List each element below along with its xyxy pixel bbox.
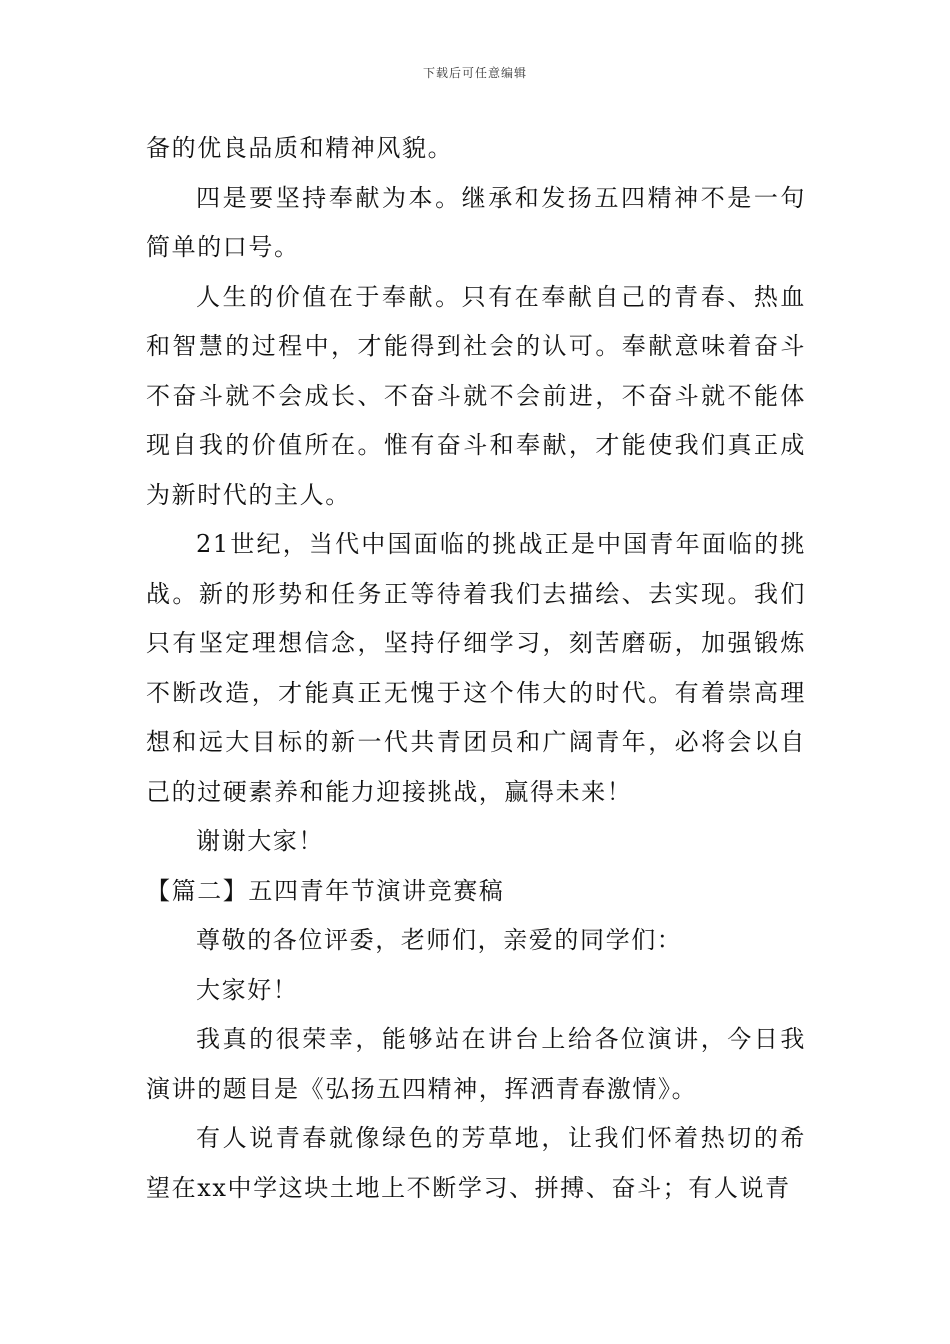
page-header: 下载后可任意编辑 bbox=[422, 66, 527, 80]
paragraph-youth: 有人说青春就像绿色的芳草地，让我们怀着热切的希望在xx中学这块土地上不断学习、拼搏、奋斗；有人说青 bbox=[146, 1124, 806, 1202]
document-body bbox=[146, 124, 806, 1213]
paragraph-21st-century: 21世纪，当代中国面临的挑战正是中国青年面临的挑战。新的形势和任务正等待着我们去描绘、去实现。我们只有坚定理想信念，坚持仔细学习，刻苦磨砺，加强锻炼不断改造，才能真正无愧于这个伟大的时代。有着崇高理想和远大目标的新一代共青团员和广阔青年，必将会以自己的过硬素养和能力迎接挑战，赢得未来！ bbox=[146, 530, 806, 806]
paragraph-salutation: 尊敬的各位评委，老师们，亲爱的同学们： bbox=[196, 926, 683, 954]
paragraph-greeting: 大家好！ bbox=[196, 975, 299, 1004]
section-heading: 【篇二】五四青年节演讲竞赛稿 bbox=[146, 876, 505, 905]
paragraph-thanks: 谢谢大家！ bbox=[196, 827, 324, 855]
paragraph-life-value: 人生的价值在于奉献。只有在奉献自己的青春、热血和智慧的过程中，才能得到社会的认可。奉献意味着奋斗不奋斗就不会成长、不奋斗就不会前进，不奋斗就不能体现自我的价值所在。惟有奋斗和奉献，才能使我们真正成为新时代的主人。 bbox=[146, 282, 806, 509]
paragraph-dedication: 四是要坚持奉献为本。继承和发扬五四精神不是一句简单的口号。 bbox=[146, 183, 806, 261]
paragraph-continuation: 备的优良品质和精神风貌。 bbox=[146, 134, 454, 162]
paragraph-speech-topic: 我真的很荣幸，能够站在讲台上给各位演讲，今日我演讲的题目是《弘扬五四精神，挥洒青春激情》。 bbox=[146, 1025, 806, 1103]
